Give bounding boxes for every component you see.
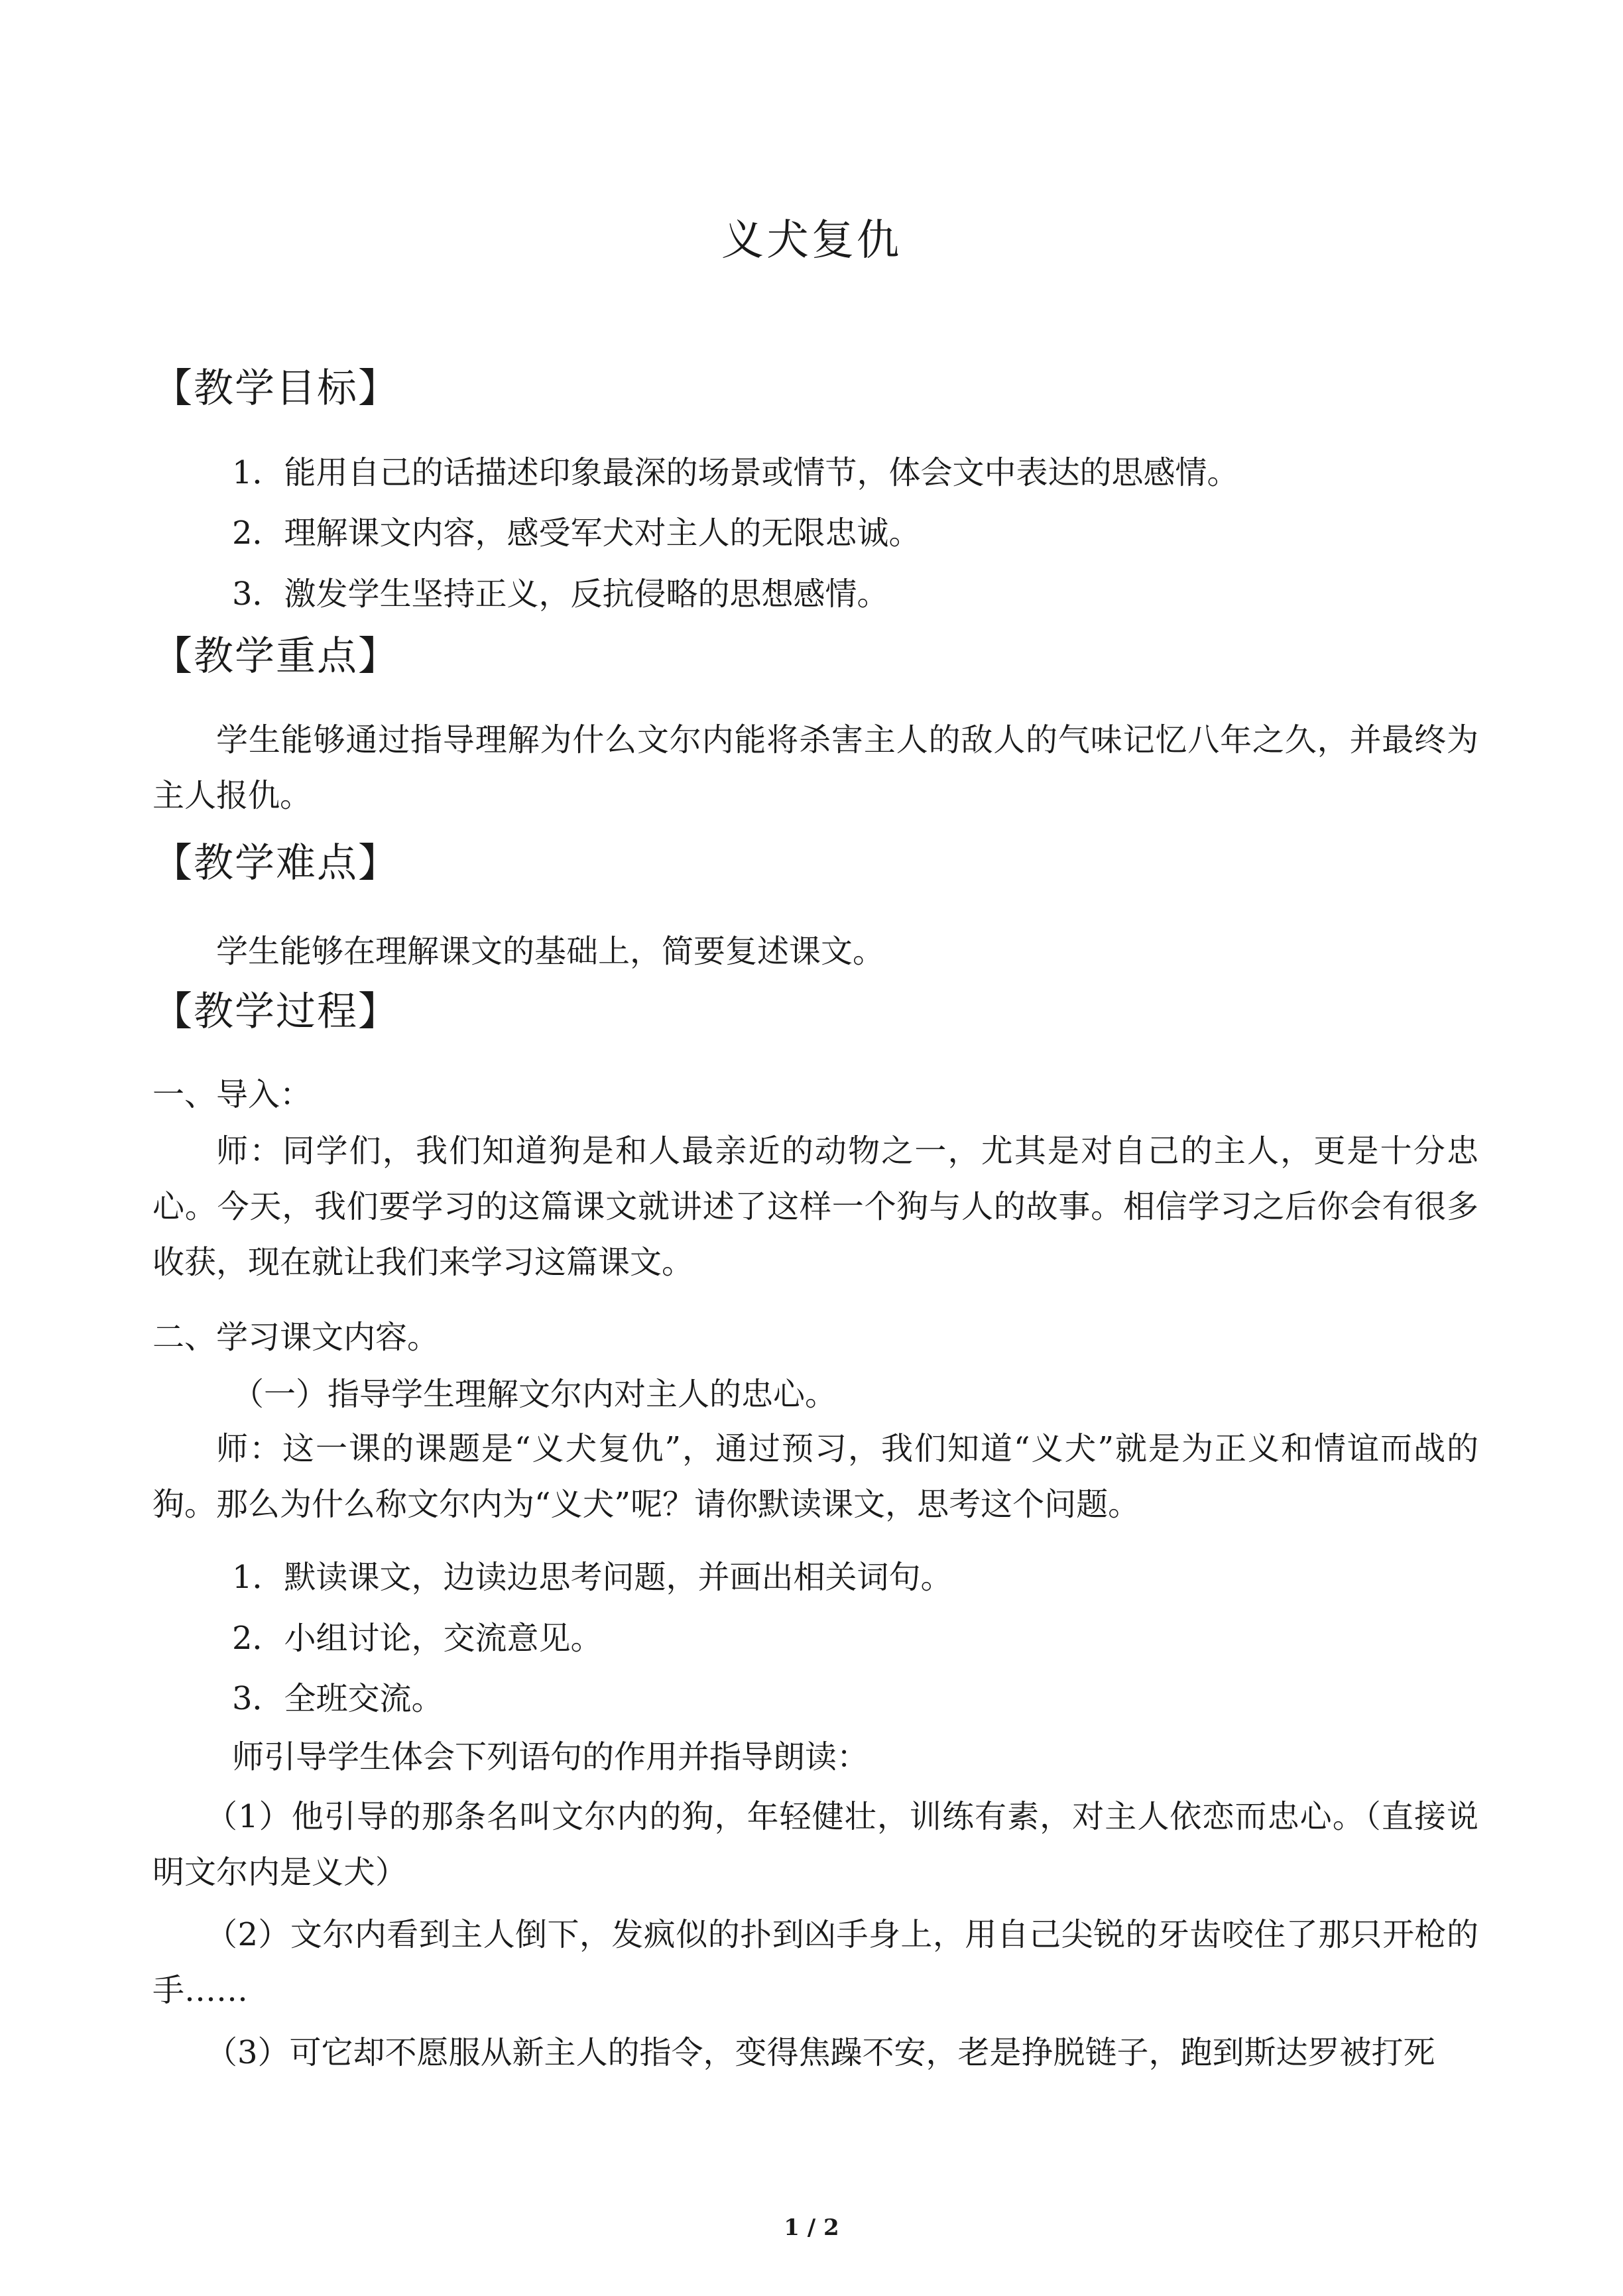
document-title: 义犬复仇: [721, 216, 902, 265]
process-step: 2．小组讨论，交流意见。: [232, 1620, 603, 1657]
process-teacher-text: 师：这一课的课题是“义犬复仇”，通过预习，我们知道“义犬”就是为正义和情谊而战的狗。那么为什么称文尔内为“义犬”呢？请你默读课文，思考这个问题。: [152, 1430, 1478, 1523]
objective-item: 1．能用自己的话描述印象最深的场景或情节，体会文中表达的思感情。: [232, 454, 1239, 491]
heading-objectives: 【教学目标】: [152, 365, 399, 412]
difficulties-text: 学生能够在理解课文的基础上，简要复述课文。: [216, 933, 885, 970]
process-guide: 师引导学生体会下列语句的作用并指导朗读：: [232, 1738, 869, 1776]
process-sub1: （一）指导学生理解文尔内对主人的忠心。: [232, 1376, 837, 1413]
process-part1-text: 师：同学们，我们知道狗是和人最亲近的动物之一，尤其是对自己的主人，更是十分忠心。今天，我们要学习的这篇课文就讲述了这样一个狗与人的故事。相信学习之后你会有很多收获，现在就让我们来学习这篇课文。: [152, 1132, 1478, 1281]
process-step: 1．默读课文，边读边思考问题，并画出相关词句。: [232, 1559, 953, 1596]
process-part2-title: 二、学习课文内容。: [152, 1319, 440, 1356]
heading-process: 【教学过程】: [152, 989, 399, 1035]
process-step: 3．全班交流。: [232, 1680, 444, 1717]
objective-item: 3．激发学生坚持正义，反抗侵略的思想感情。: [232, 575, 889, 613]
process-part1-title: 一、导入：: [152, 1076, 312, 1113]
process-quote: （1）他引导的那条名叫文尔内的狗，年轻健壮，训练有素，对主人依恋而忠心。（直接说明文尔内是义犬）: [152, 1798, 1478, 1891]
process-quote: （3）可它却不愿服从新主人的指令，变得焦躁不安，老是挣脱链子，跑到斯达罗被打死: [206, 2034, 1435, 2071]
heading-key-points: 【教学重点】: [152, 633, 399, 680]
page-number: 1 / 2: [784, 2214, 839, 2241]
objective-item: 2．理解课文内容，感受军犬对主人的无限忠诚。: [232, 514, 921, 552]
heading-difficulties: 【教学难点】: [152, 840, 399, 886]
process-quote: （2）文尔内看到主人倒下，发疯似的扑到凶手身上，用自己尖锐的牙齿咬住了那只开枪的手……: [152, 1916, 1478, 2009]
key-points-text: 学生能够通过指导理解为什么文尔内能将杀害主人的敌人的气味记忆八年之久，并最终为主人报仇。: [152, 721, 1478, 814]
